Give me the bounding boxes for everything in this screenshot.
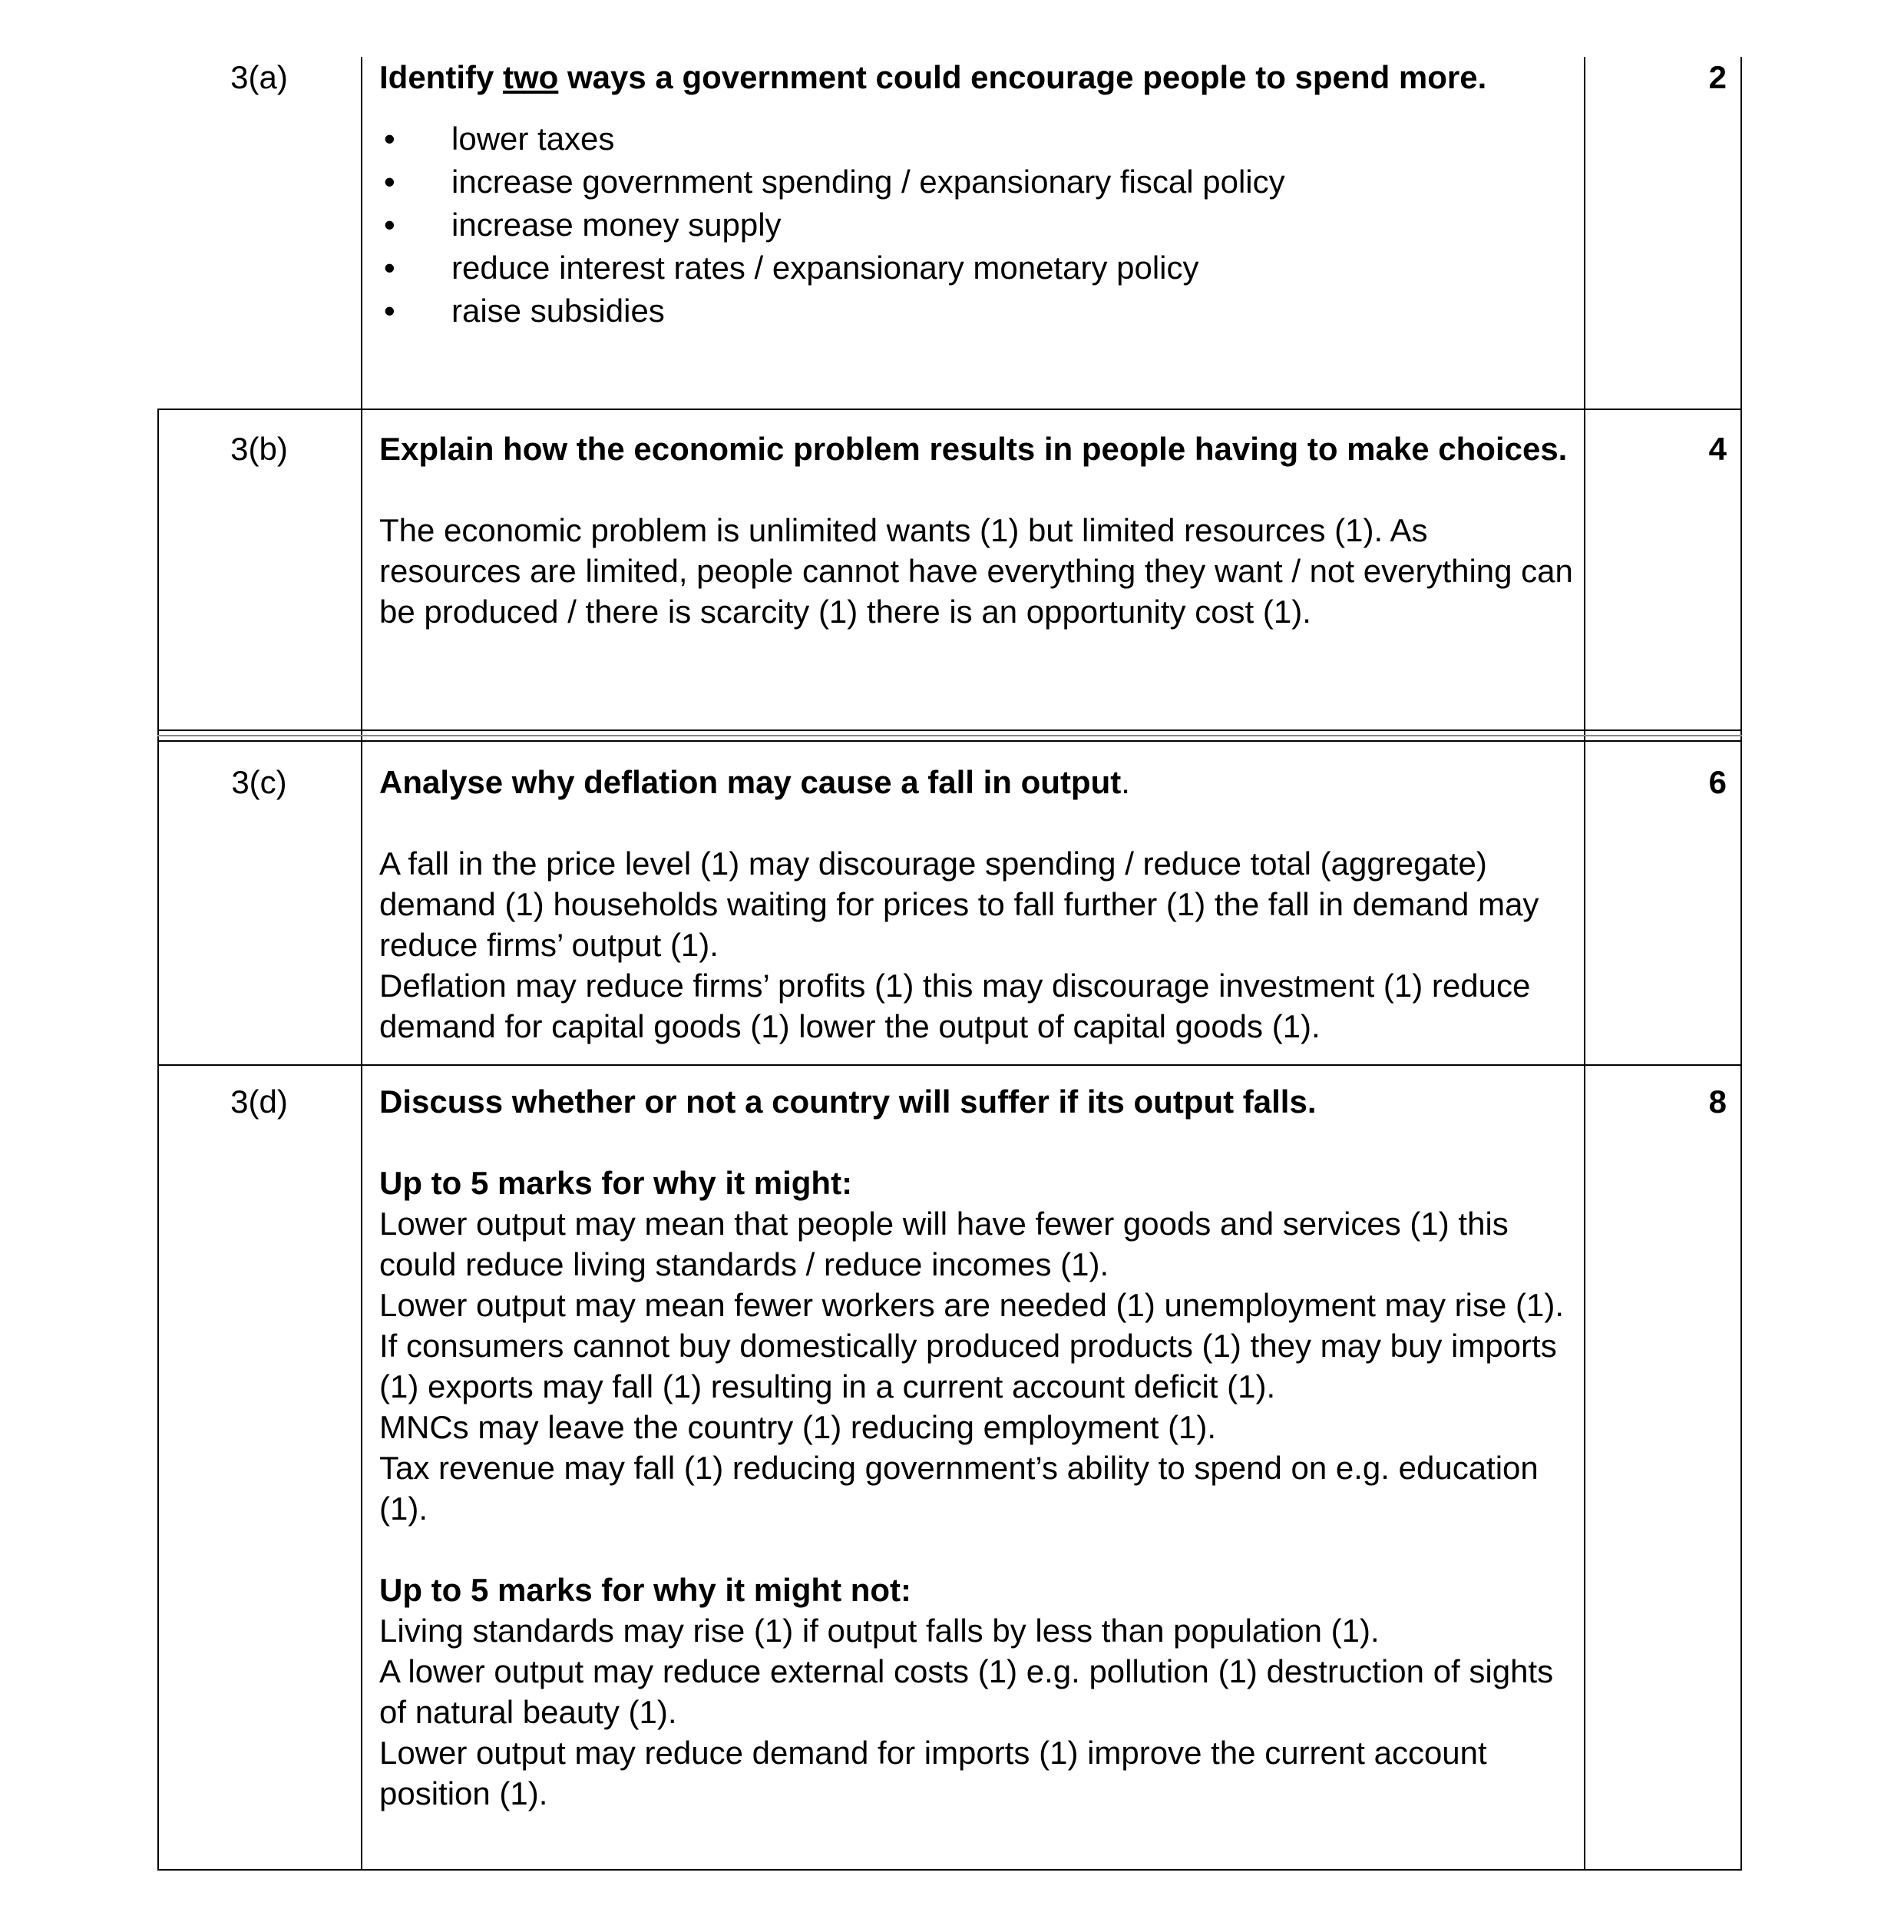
answer-text: A fall in the price level (1) may discourage spending / reduce total (aggregate) demand (1) households waiting for prices to fall further (1) the fall in demand may reduce firms’ output (1). xyxy=(379,845,1539,963)
bullet-icon: • xyxy=(384,207,395,243)
list-item-text: increase government spending / expansionary fiscal policy xyxy=(451,164,1285,200)
answer-text: MNCs may leave the country (1) reducing employment (1). xyxy=(379,1409,1217,1445)
answer-bullet-list xyxy=(379,117,1577,332)
answer-text: Living standards may rise (1) if output falls by less than population (1). xyxy=(379,1613,1380,1649)
question-text xyxy=(379,57,1577,98)
question-text-tail: . xyxy=(1121,764,1130,800)
table-border-right xyxy=(1740,57,1742,1871)
question-text: Explain how the economic problem results in people having to make choices. xyxy=(379,431,1568,467)
list-item xyxy=(379,203,1577,246)
answer-text: A lower output may reduce external costs (1) e.g. pollution (1) destruction of sights of natural beauty (1). xyxy=(379,1653,1554,1730)
section-heading: Up to 5 marks for why it might: xyxy=(379,1165,853,1201)
row-divider xyxy=(157,409,1742,410)
question-number: 3(a) xyxy=(230,59,288,95)
question-text xyxy=(379,762,1577,802)
list-item xyxy=(379,117,1577,160)
bullet-icon: • xyxy=(384,121,395,157)
marks-value: 4 xyxy=(1708,431,1727,467)
marks-value: 2 xyxy=(1708,59,1727,95)
question-content xyxy=(379,57,1577,332)
answer-text: Tax revenue may fall (1) reducing government’s ability to spend on e.g. education (1). xyxy=(379,1450,1539,1527)
list-item-text: raise subsidies xyxy=(451,293,665,329)
question-number: 3(d) xyxy=(230,1083,288,1120)
column-divider-marks xyxy=(1584,57,1585,1871)
answer-text: Deflation may reduce firms’ profits (1) this may discourage investment (1) reduce demand for capital goods (1) lower the output of capital goods (1). xyxy=(379,968,1531,1044)
list-item-text: increase money supply xyxy=(451,207,782,243)
answer-text: The economic problem is unlimited wants (1) but limited resources (1). As resources are limited, people cannot have everything they want / not everything can be produced / there is scarcity (1) there is an opportunity cost (1). xyxy=(379,512,1573,630)
answer-text: If consumers cannot buy domestically produced products (1) they may buy imports (1) exports may fall (1) resulting in a current account deficit (1). xyxy=(379,1328,1557,1404)
bullet-icon: • xyxy=(384,250,395,286)
question-text-bold: Analyse why deflation may cause a fall in output xyxy=(379,764,1122,800)
question-content xyxy=(379,762,1577,1047)
marks-value: 6 xyxy=(1708,764,1727,800)
table-border-bottom xyxy=(157,1869,1742,1871)
question-text: Discuss whether or not a country will suffer if its output falls. xyxy=(379,1083,1317,1120)
marks-value: 8 xyxy=(1708,1083,1727,1120)
list-item xyxy=(379,289,1577,332)
mark-scheme-table xyxy=(157,57,1742,1871)
column-divider-question xyxy=(361,57,362,1871)
bullet-icon: • xyxy=(384,164,395,200)
list-item-text: lower taxes xyxy=(451,121,615,157)
answer-text: Lower output may reduce demand for imports (1) improve the current account position (1). xyxy=(379,1735,1487,1811)
question-number: 3(c) xyxy=(231,764,287,800)
answer-text: Lower output may mean fewer workers are needed (1) unemployment may rise (1). xyxy=(379,1287,1565,1323)
question-text-underlined: two xyxy=(503,59,559,95)
list-item-text: reduce interest rates / expansionary monetary policy xyxy=(451,250,1199,286)
answer-text: Lower output may mean that people will have fewer goods and services (1) this could reduce living standards / reduce incomes (1). xyxy=(379,1206,1509,1282)
question-content xyxy=(379,428,1577,632)
list-item xyxy=(379,160,1577,203)
question-text-post: ways a government could encourage people to spend more. xyxy=(558,59,1487,95)
question-content xyxy=(379,1081,1577,1814)
section-heading: Up to 5 marks for why it might not: xyxy=(379,1572,912,1608)
row-divider xyxy=(157,1064,1742,1066)
list-item xyxy=(379,246,1577,289)
row-divider-double xyxy=(157,729,1742,742)
table-border-left xyxy=(157,409,159,1871)
question-number: 3(b) xyxy=(230,431,288,467)
bullet-icon: • xyxy=(384,293,395,329)
question-text-pre: Identify xyxy=(379,59,504,95)
